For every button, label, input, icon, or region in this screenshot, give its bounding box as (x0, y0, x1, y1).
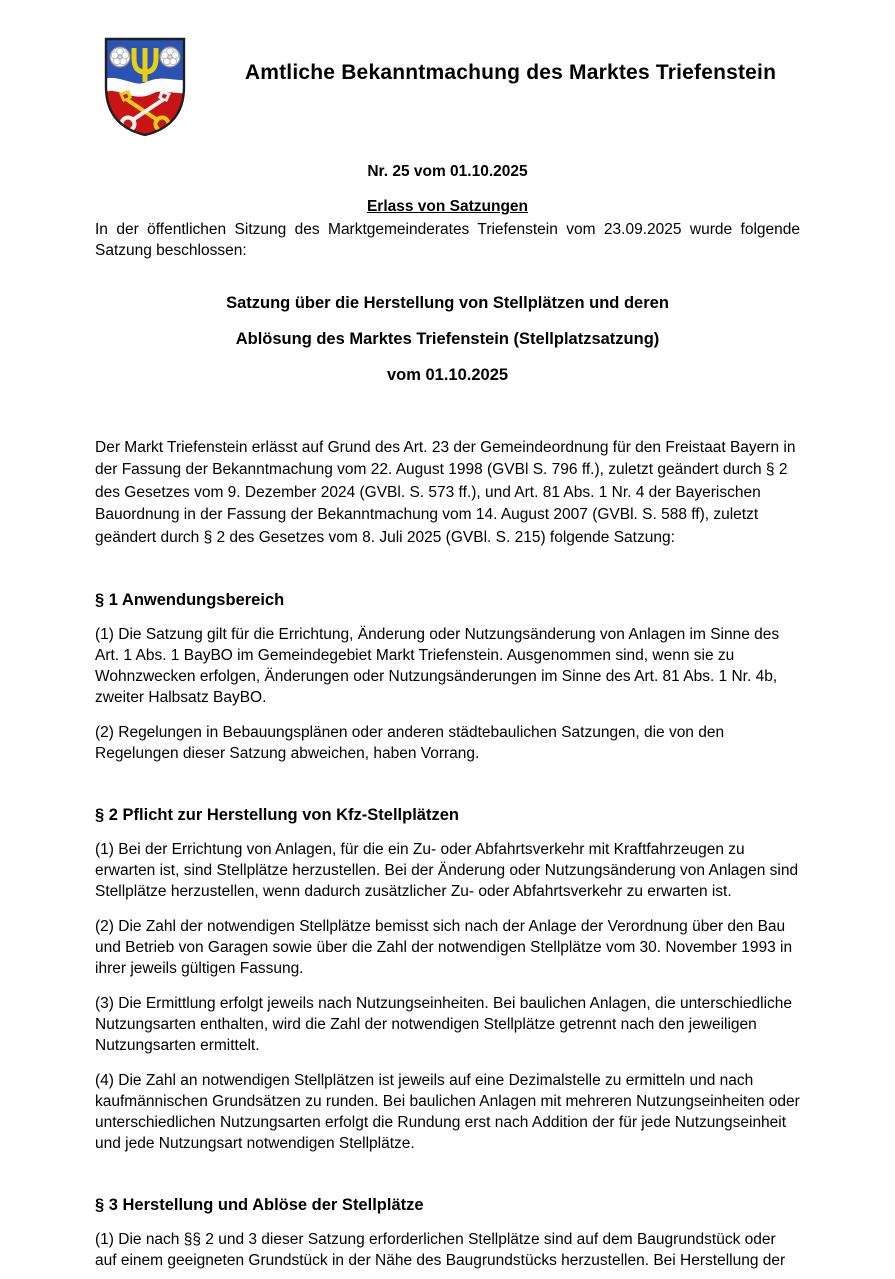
section-3-heading: § 3 Herstellung und Ablöse der Stellplätze (95, 1196, 424, 1215)
satzung-title-line-1: Satzung über die Herstellung von Stellplätzen und deren (226, 294, 669, 312)
page-title: Amtliche Bekanntmachung des Marktes Triefenstein (244, 61, 777, 84)
section-1 (95, 591, 800, 764)
coat-of-arms-icon (99, 33, 191, 140)
section-2 (95, 806, 800, 1154)
notice-heading: Erlass von Satzungen (366, 198, 529, 215)
section-2-paragraph-3: (3) Die Ermittlung erfolgt jeweils nach Nutzungseinheiten. Bei baulichen Anlagen, die unterschiedliche Nutzungsarten enthalten, wird die Zahl der notwendigen Stellplätze getrennt nach den jeweiligen Nutzungsarten ermittelt. (95, 995, 793, 1055)
section-3 (95, 1196, 800, 1271)
document-header (95, 33, 800, 140)
section-1-heading: § 1 Anwendungsbereich (95, 591, 285, 610)
section-1-paragraph-2: (2) Regelungen in Bebauungsplänen oder anderen städtebaulichen Satzungen, die von den Regelungen dieser Satzung abweichen, haben Vorrang. (95, 724, 725, 763)
section-3-paragraph-1: (1) Die nach §§ 2 und 3 dieser Satzung erforderlichen Stellplätze sind auf dem Baugrundstück oder auf einem geeigneten Grundstück in der Nähe des Baugrundstücks herzustellen. Bei Herstellung der (95, 1231, 786, 1270)
section-2-paragraph-2: (2) Die Zahl der notwendigen Stellplätze bemisst sich nach der Anlage der Verordnung über den Bau und Betrieb von Garagen sowie über die Zahl der notwendigen Stellplätze vom 30. November 1993 in ihrer jeweils gültigen Fassung. (95, 918, 793, 978)
section-1-paragraph-1: (1) Die Satzung gilt für die Errichtung, Änderung oder Nutzungsänderung von Anlagen im Sinne des Art. 1 Abs. 1 BayBO im Gemeindegebiet Markt Triefenstein. Ausgenommen sind, wenn sie zu Wohnzwecken erfolgen, Änderungen oder Nutzungsänderungen im Sinne des Art. 81 Abs. 1 Nr. 4b, zweiter Halbsatz BayBO. (95, 626, 780, 707)
satzung-title (95, 285, 800, 393)
notice-number: Nr. 25 vom 01.10.2025 (367, 163, 528, 180)
section-2-paragraph-1: (1) Bei der Errichtung von Anlagen, für die ein Zu- oder Abfahrtsverkehr mit Kraftfahrzeugen zu erwarten ist, sind Stellplätze herzustellen. Bei der Änderung oder Nutzungsänderung von Anlagen sind Stellplätze herzustellen, wenn dadurch zusätzlicher Zu- oder Abfahrtsverkehr zu erwarten ist. (95, 841, 799, 901)
section-2-heading: § 2 Pflicht zur Herstellung von Kfz-Stellplätzen (95, 806, 459, 825)
intro-paragraph: In der öffentlichen Sitzung des Marktgemeinderates Triefenstein vom 23.09.2025 wurde folgende Satzung beschlossen: (95, 221, 800, 259)
section-2-paragraph-4: (4) Die Zahl an notwendigen Stellplätzen ist jeweils auf eine Dezimalstelle zu ermitteln und nach kaufmännischen Grundsätzen zu runden. Bei baulichen Anlagen mit mehreren Nutzungseinheiten oder unterschiedlichen Nutzungsarten erfolgt die Rundung erst nach Addition der für jede Nutzungseinheit und jede Nutzungsart notwendigen Stellplätze. (95, 1072, 800, 1153)
satzung-title-line-2: Ablösung des Marktes Triefenstein (Stellplatzsatzung) (235, 330, 660, 348)
preamble-paragraph: Der Markt Triefenstein erlässt auf Grund des Art. 23 der Gemeindeordnung für den Freistaat Bayern in der Fassung der Bekanntmachung vom 22. August 1998 (GVBl S. 796 ff.), zuletzt geändert durch § 2 des Gesetzes vom 9. Dezember 2024 (GVBl. S. 573 ff.), und Art. 81 Abs. 1 Nr. 4 der Bayerischen Bauordnung in der Fassung der Bekanntmachung vom 14. August 2007 (GVBl. S. 588 ff), zuletzt geändert durch § 2 des Gesetzes vom 8. Juli 2025 (GVBl. S. 215) folgende Satzung: (95, 439, 796, 546)
satzung-title-line-3: vom 01.10.2025 (386, 366, 509, 384)
